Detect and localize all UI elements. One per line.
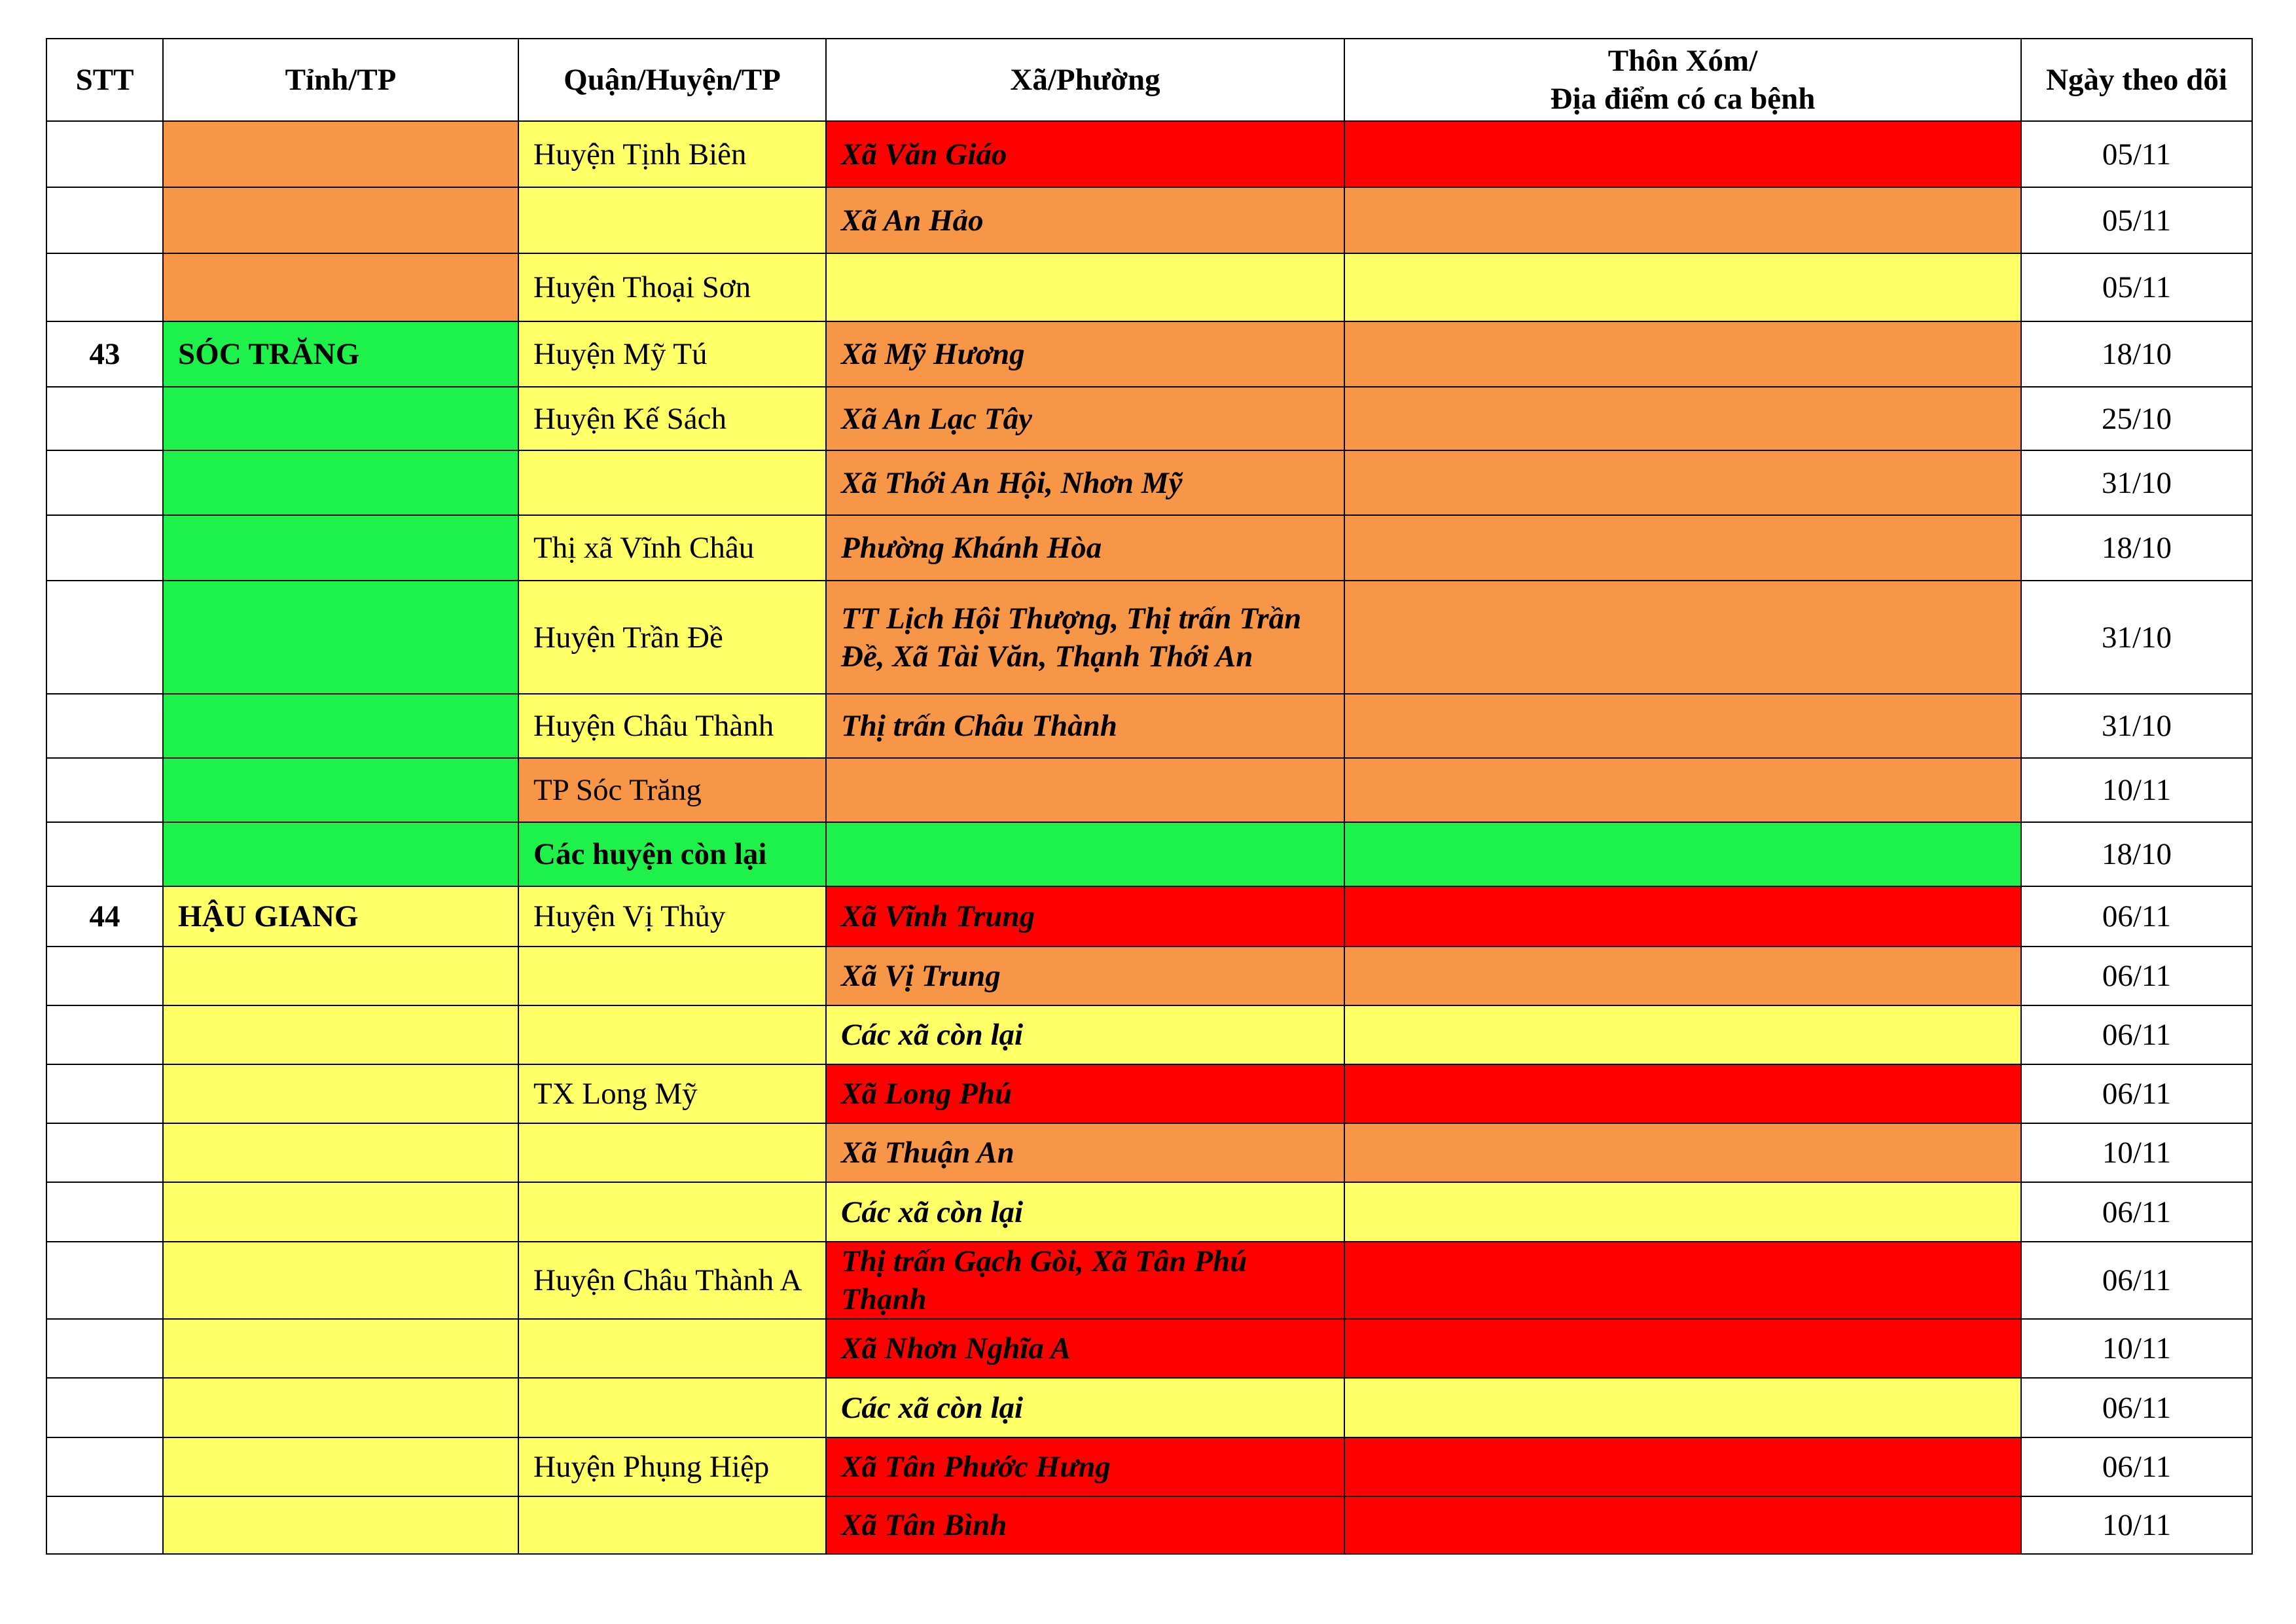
date-cell: 18/10 [2021, 321, 2252, 387]
table-row [46, 450, 2252, 515]
stt-cell [46, 1182, 163, 1242]
province-cell [163, 1242, 518, 1319]
hamlet-cell [1344, 822, 2021, 886]
province-cell: SÓC TRĂNG [163, 321, 518, 387]
district-cell [518, 1496, 826, 1554]
table-row [46, 1319, 2252, 1378]
hamlet-cell [1344, 321, 2021, 387]
date-cell: 05/11 [2021, 253, 2252, 321]
date-cell: 31/10 [2021, 694, 2252, 758]
district-cell: Huyện Châu Thành [518, 694, 826, 758]
ward-cell: Xã Thuận An [826, 1123, 1344, 1182]
stt-cell [46, 1005, 163, 1064]
province-cell: HẬU GIANG [163, 886, 518, 947]
hamlet-cell [1344, 947, 2021, 1005]
table-row [46, 947, 2252, 1005]
district-cell: Huyện Phụng Hiệp [518, 1437, 826, 1496]
date-cell: 06/11 [2021, 1064, 2252, 1123]
district-cell [518, 1378, 826, 1437]
table-row [46, 1378, 2252, 1437]
hamlet-cell [1344, 515, 2021, 581]
stt-cell [46, 515, 163, 581]
ward-cell: Các xã còn lại [826, 1182, 1344, 1242]
table-row [46, 694, 2252, 758]
ward-cell: Thị trấn Châu Thành [826, 694, 1344, 758]
date-cell: 06/11 [2021, 1378, 2252, 1437]
province-cell [163, 1378, 518, 1437]
header-hamlet [1344, 39, 2021, 121]
header-ward: Xã/Phường [826, 39, 1344, 121]
hamlet-cell [1344, 1064, 2021, 1123]
province-cell [163, 694, 518, 758]
date-cell: 10/11 [2021, 1123, 2252, 1182]
ward-cell: TT Lịch Hội Thượng, Thị trấn Trần Đề, Xã Tài Văn, Thạnh Thới An [826, 581, 1344, 694]
ward-cell: Các xã còn lại [826, 1005, 1344, 1064]
header-stt: STT [46, 39, 163, 121]
hamlet-cell [1344, 1378, 2021, 1437]
table-row [46, 387, 2252, 450]
district-cell [518, 187, 826, 253]
table-row [46, 758, 2252, 822]
header-hamlet-line2: Địa điểm có ca bệnh [1550, 82, 1816, 116]
hamlet-cell [1344, 694, 2021, 758]
table-row [46, 1123, 2252, 1182]
table-row [46, 1182, 2252, 1242]
province-cell [163, 1064, 518, 1123]
province-cell [163, 1182, 518, 1242]
date-cell: 18/10 [2021, 822, 2252, 886]
stt-cell [46, 253, 163, 321]
stt-cell: 44 [46, 886, 163, 947]
monitoring-table [46, 38, 2253, 1555]
stt-cell [46, 1319, 163, 1378]
hamlet-cell [1344, 450, 2021, 515]
district-cell: Huyện Kế Sách [518, 387, 826, 450]
stt-cell: 43 [46, 321, 163, 387]
date-cell: 05/11 [2021, 187, 2252, 253]
table-row [46, 187, 2252, 253]
ward-cell: Xã Vị Trung [826, 947, 1344, 1005]
date-cell: 31/10 [2021, 450, 2252, 515]
header-district: Quận/Huyện/TP [518, 39, 826, 121]
hamlet-cell [1344, 1005, 2021, 1064]
province-cell [163, 581, 518, 694]
district-cell [518, 1182, 826, 1242]
stt-cell [46, 822, 163, 886]
province-cell [163, 515, 518, 581]
table-row [46, 1496, 2252, 1554]
ward-cell: Xã Văn Giáo [826, 121, 1344, 187]
date-cell: 10/11 [2021, 1496, 2252, 1554]
district-cell: TX Long Mỹ [518, 1064, 826, 1123]
hamlet-cell [1344, 758, 2021, 822]
ward-cell: Các xã còn lại [826, 1378, 1344, 1437]
date-cell: 06/11 [2021, 1242, 2252, 1319]
ward-cell: Thị trấn Gạch Gòi, Xã Tân Phú Thạnh [826, 1242, 1344, 1319]
hamlet-cell [1344, 253, 2021, 321]
stt-cell [46, 581, 163, 694]
district-cell [518, 1005, 826, 1064]
province-cell [163, 253, 518, 321]
date-cell: 06/11 [2021, 1437, 2252, 1496]
header-province: Tỉnh/TP [163, 39, 518, 121]
ward-cell: Phường Khánh Hòa [826, 515, 1344, 581]
table-row [46, 1437, 2252, 1496]
district-cell [518, 450, 826, 515]
district-cell: Huyện Vị Thủy [518, 886, 826, 947]
stt-cell [46, 1123, 163, 1182]
table-row [46, 822, 2252, 886]
district-cell: Huyện Thoại Sơn [518, 253, 826, 321]
province-cell [163, 387, 518, 450]
district-cell [518, 947, 826, 1005]
district-cell: Thị xã Vĩnh Châu [518, 515, 826, 581]
district-cell: TP Sóc Trăng [518, 758, 826, 822]
stt-cell [46, 758, 163, 822]
table-row [46, 515, 2252, 581]
ward-cell: Xã An Hảo [826, 187, 1344, 253]
stt-cell [46, 121, 163, 187]
province-cell [163, 1437, 518, 1496]
hamlet-cell [1344, 886, 2021, 947]
date-cell: 06/11 [2021, 886, 2252, 947]
date-cell: 25/10 [2021, 387, 2252, 450]
province-cell [163, 758, 518, 822]
ward-cell: Xã Long Phú [826, 1064, 1344, 1123]
district-cell: Các huyện còn lại [518, 822, 826, 886]
date-cell: 05/11 [2021, 121, 2252, 187]
hamlet-cell [1344, 1242, 2021, 1319]
table-row [46, 1005, 2252, 1064]
header-hamlet-line1: Thôn Xóm/ [1607, 44, 1758, 78]
province-cell [163, 822, 518, 886]
district-cell: Huyện Trần Đề [518, 581, 826, 694]
province-cell [163, 187, 518, 253]
table-row [46, 253, 2252, 321]
hamlet-cell [1344, 121, 2021, 187]
province-cell [163, 1496, 518, 1554]
ward-cell: Xã Tân Phước Hưng [826, 1437, 1344, 1496]
province-cell [163, 121, 518, 187]
hamlet-cell [1344, 581, 2021, 694]
date-cell: 06/11 [2021, 947, 2252, 1005]
ward-cell: Xã Thới An Hội, Nhơn Mỹ [826, 450, 1344, 515]
hamlet-cell [1344, 1319, 2021, 1378]
hamlet-cell [1344, 1182, 2021, 1242]
stt-cell [46, 187, 163, 253]
stt-cell [46, 1064, 163, 1123]
ward-cell: Xã Nhơn Nghĩa A [826, 1319, 1344, 1378]
hamlet-cell [1344, 1496, 2021, 1554]
district-cell: Huyện Châu Thành A [518, 1242, 826, 1319]
stt-cell [46, 387, 163, 450]
ward-cell: Xã Tân Bình [826, 1496, 1344, 1554]
district-cell [518, 1319, 826, 1378]
ward-cell: Xã An Lạc Tây [826, 387, 1344, 450]
header-row [46, 39, 2252, 121]
province-cell [163, 1319, 518, 1378]
table-row [46, 886, 2252, 947]
table-row [46, 1242, 2252, 1319]
hamlet-cell [1344, 387, 2021, 450]
stt-cell [46, 694, 163, 758]
date-cell: 10/11 [2021, 1319, 2252, 1378]
header-date: Ngày theo dõi [2021, 39, 2252, 121]
stt-cell [46, 1496, 163, 1554]
date-cell: 18/10 [2021, 515, 2252, 581]
ward-cell [826, 822, 1344, 886]
province-cell [163, 1123, 518, 1182]
district-cell: Huyện Tịnh Biên [518, 121, 826, 187]
province-cell [163, 450, 518, 515]
table-row [46, 581, 2252, 694]
district-cell [518, 1123, 826, 1182]
date-cell: 31/10 [2021, 581, 2252, 694]
stt-cell [46, 450, 163, 515]
stt-cell [46, 1378, 163, 1437]
table-row [46, 121, 2252, 187]
stt-cell [46, 947, 163, 1005]
hamlet-cell [1344, 187, 2021, 253]
district-cell: Huyện Mỹ Tú [518, 321, 826, 387]
hamlet-cell [1344, 1437, 2021, 1496]
ward-cell [826, 758, 1344, 822]
table-body [46, 121, 2252, 1554]
ward-cell [826, 253, 1344, 321]
table-row [46, 321, 2252, 387]
ward-cell: Xã Vĩnh Trung [826, 886, 1344, 947]
hamlet-cell [1344, 1123, 2021, 1182]
province-cell [163, 947, 518, 1005]
ward-cell: Xã Mỹ Hương [826, 321, 1344, 387]
date-cell: 06/11 [2021, 1005, 2252, 1064]
table-row [46, 1064, 2252, 1123]
stt-cell [46, 1242, 163, 1319]
date-cell: 06/11 [2021, 1182, 2252, 1242]
stt-cell [46, 1437, 163, 1496]
province-cell [163, 1005, 518, 1064]
date-cell: 10/11 [2021, 758, 2252, 822]
